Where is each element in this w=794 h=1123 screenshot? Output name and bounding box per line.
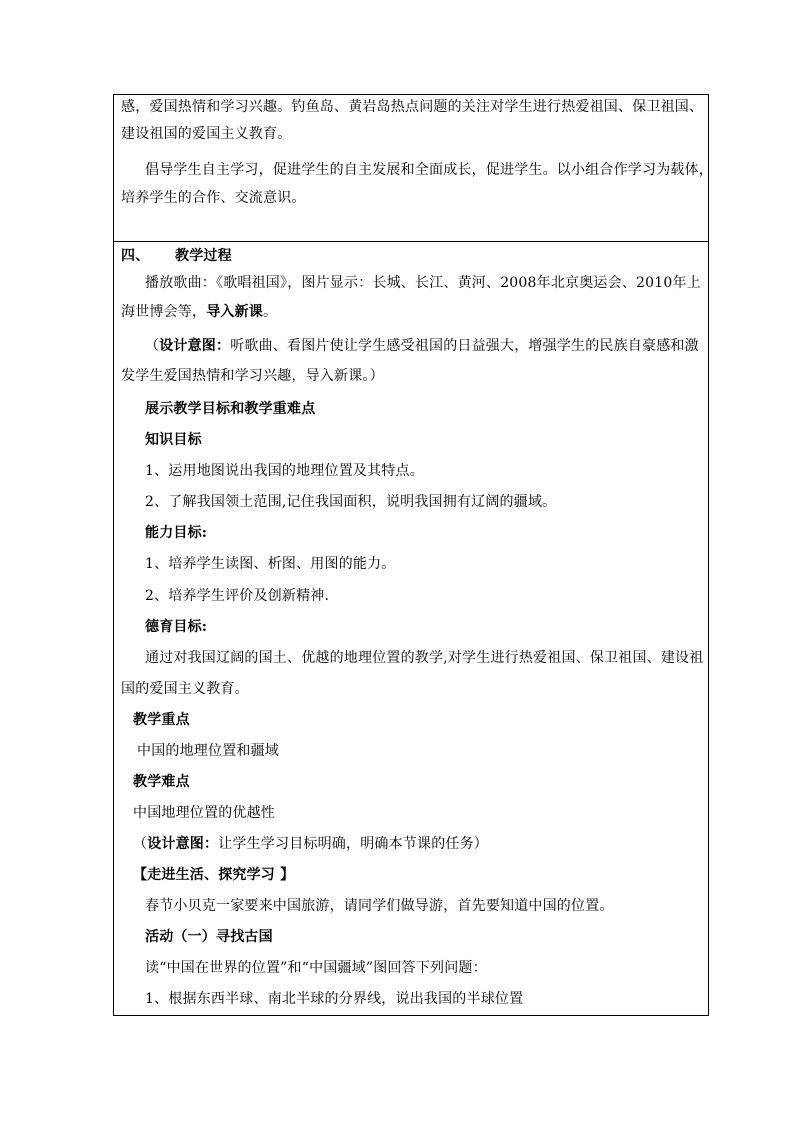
text-span: 。 <box>263 304 278 320</box>
text-line: 通过对我国辽阔的国土、优越的地理位置的教学,对学生进行热爱祖国、保卫祖国、建设祖 <box>145 650 704 666</box>
text-span: 海世博会等， <box>121 304 207 320</box>
text-line: 发学生爱国热情和学习兴趣，导入新课。） <box>121 368 384 384</box>
moral-heading: 德育目标: <box>145 619 208 635</box>
text-line: 播放歌曲：《歌唱祖国》，图片显示：长城、长江、黄河、2008年北京奥运会、2010年上 <box>145 275 701 291</box>
text-line: 春节小贝克一家要来中国旅游，请同学们做导游，首先要知道中国的位置。 <box>145 898 614 914</box>
text-span: 听歌曲、看图片使让学生感受祖国的日益强大，增强学生的民族自豪感和激 <box>230 338 699 354</box>
activity-heading: 活动（一）寻找古国 <box>145 929 273 945</box>
list-item: 1、培养学生读图、析图、用图的能力。 <box>145 556 396 572</box>
text-line: 国的爱国主义教育。 <box>121 681 249 697</box>
difficult-heading: 教学难点 <box>133 774 190 790</box>
text-span: （ <box>145 338 160 354</box>
list-item: 2、培养学生评价及创新精神. <box>145 588 330 604</box>
section-title: 教学过程 <box>175 248 232 264</box>
design-intent-1 <box>145 336 699 356</box>
text-line: 培养学生的合作、交流意识。 <box>121 190 306 206</box>
knowledge-heading: 知识目标 <box>145 432 202 448</box>
bold-span: 设计意图： <box>147 836 219 852</box>
list-item: 1、运用地图说出我国的地理位置及其特点。 <box>145 463 424 479</box>
difficult-text: 中国地理位置的优越性 <box>133 805 275 821</box>
section-number: 四、 <box>121 248 150 264</box>
text-line: 感，爱国热情和学习兴趣。钓鱼岛、黄岩岛热点问题的关注对学生进行热爱祖国、保卫祖国、 <box>121 99 704 115</box>
list-item: 2、了解我国领土范围,记住我国面积，说明我国拥有辽阔的疆域。 <box>145 494 557 510</box>
goals-heading: 展示教学目标和教学重难点 <box>145 401 316 417</box>
text-span: 让学生学习目标明确，明确本节课的任务） <box>218 836 489 852</box>
bold-span: 导入新课 <box>206 304 264 320</box>
list-item: 1、根据东西半球、南北半球的分界线，说出我国的半球位置 <box>145 991 524 1007</box>
text-line <box>121 302 277 322</box>
text-span: （ <box>133 836 148 852</box>
ability-heading: 能力目标: <box>145 525 208 541</box>
row-divider <box>113 241 709 242</box>
design-intent-2 <box>133 834 488 854</box>
text-line: 倡导学生自主学习，促进学生的自主发展和全面成长，促进学生。以小组合作学习为载体， <box>145 162 713 178</box>
key-heading: 教学重点 <box>133 712 190 728</box>
text-line: 读“中国在世界的位置”和“中国疆域”图回答下列问题： <box>145 960 487 976</box>
life-heading: 【走进生活、探究学习 】 <box>133 867 295 883</box>
bold-span: 设计意图： <box>159 338 231 354</box>
text-line: 建设祖国的爱国主义教育。 <box>121 126 292 142</box>
key-text: 中国的地理位置和疆域 <box>137 743 279 759</box>
